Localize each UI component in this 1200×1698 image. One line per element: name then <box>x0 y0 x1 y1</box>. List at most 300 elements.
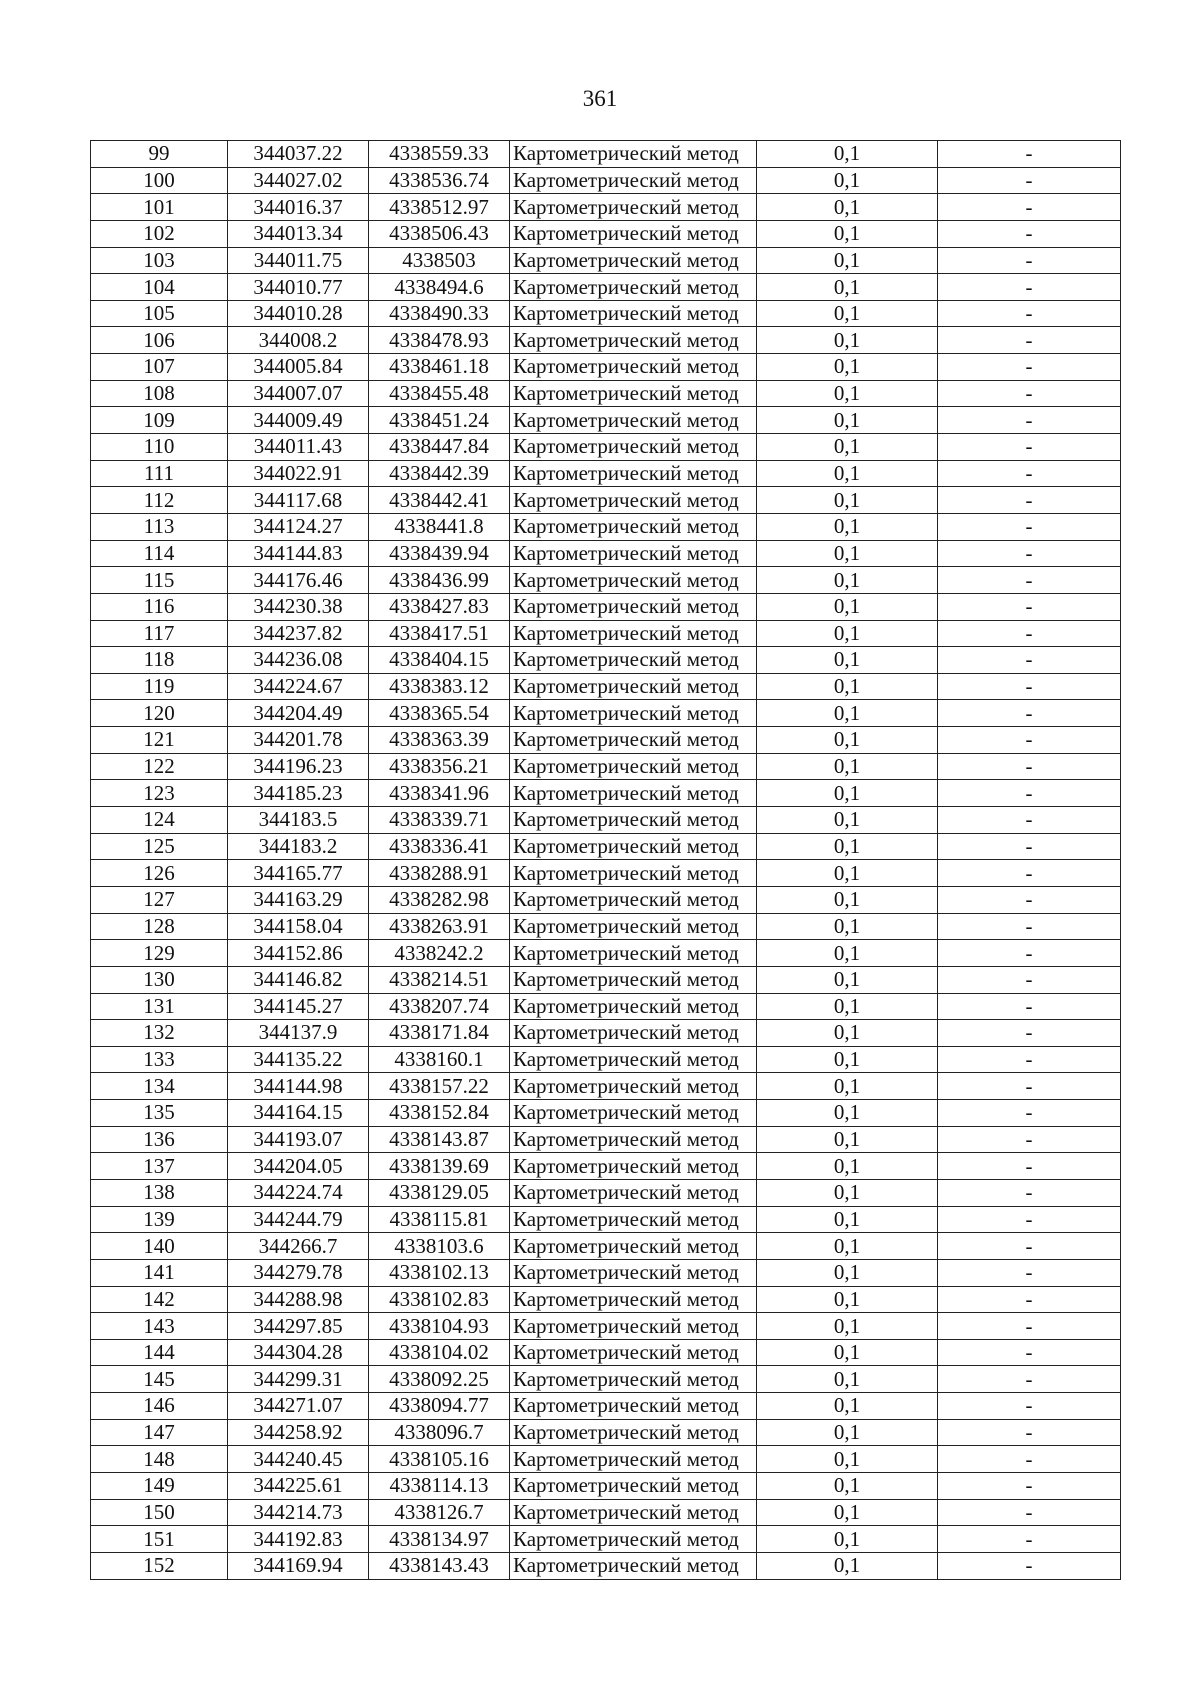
coordinate-y-cell: 4338139.69 <box>369 1153 510 1180</box>
table-row <box>91 1046 1121 1073</box>
method-cell: Картометрический метод <box>510 913 757 940</box>
coordinate-x-cell: 344193.07 <box>228 1126 369 1153</box>
coordinate-y-cell: 4338114.13 <box>369 1473 510 1500</box>
accuracy-cell: 0,1 <box>757 1100 938 1127</box>
accuracy-cell: 0,1 <box>757 567 938 594</box>
accuracy-cell: 0,1 <box>757 913 938 940</box>
table-row <box>91 1473 1121 1500</box>
coordinate-x-cell: 344279.78 <box>228 1259 369 1286</box>
note-cell: - <box>938 620 1121 647</box>
table-row <box>91 620 1121 647</box>
note-cell: - <box>938 1473 1121 1500</box>
method-cell: Картометрический метод <box>510 460 757 487</box>
coordinate-x-cell: 344185.23 <box>228 780 369 807</box>
accuracy-cell: 0,1 <box>757 1499 938 1526</box>
table-row <box>91 380 1121 407</box>
method-cell: Картометрический метод <box>510 220 757 247</box>
accuracy-cell: 0,1 <box>757 1233 938 1260</box>
point-number-cell: 117 <box>91 620 228 647</box>
coordinate-y-cell: 4338105.16 <box>369 1446 510 1473</box>
accuracy-cell: 0,1 <box>757 593 938 620</box>
coordinates-table-body <box>91 141 1121 1580</box>
table-row <box>91 327 1121 354</box>
coordinate-y-cell: 4338152.84 <box>369 1100 510 1127</box>
method-cell: Картометрический метод <box>510 700 757 727</box>
note-cell: - <box>938 1339 1121 1366</box>
coordinate-x-cell: 344135.22 <box>228 1046 369 1073</box>
method-cell: Картометрический метод <box>510 807 757 834</box>
table-row <box>91 1206 1121 1233</box>
table-row <box>91 247 1121 274</box>
point-number-cell: 126 <box>91 860 228 887</box>
point-number-cell: 114 <box>91 540 228 567</box>
method-cell: Картометрический метод <box>510 1313 757 1340</box>
coordinate-y-cell: 4338104.02 <box>369 1339 510 1366</box>
point-number-cell: 129 <box>91 940 228 967</box>
point-number-cell: 136 <box>91 1126 228 1153</box>
coordinate-y-cell: 4338129.05 <box>369 1179 510 1206</box>
table-row <box>91 141 1121 168</box>
coordinate-y-cell: 4338242.2 <box>369 940 510 967</box>
point-number-cell: 130 <box>91 966 228 993</box>
note-cell: - <box>938 487 1121 514</box>
accuracy-cell: 0,1 <box>757 1526 938 1553</box>
coordinate-x-cell: 344271.07 <box>228 1393 369 1420</box>
coordinate-y-cell: 4338490.33 <box>369 300 510 327</box>
coordinate-y-cell: 4338103.6 <box>369 1233 510 1260</box>
note-cell: - <box>938 220 1121 247</box>
note-cell: - <box>938 1206 1121 1233</box>
point-number-cell: 122 <box>91 753 228 780</box>
accuracy-cell: 0,1 <box>757 274 938 301</box>
accuracy-cell: 0,1 <box>757 727 938 754</box>
coordinate-y-cell: 4338094.77 <box>369 1393 510 1420</box>
method-cell: Картометрический метод <box>510 1073 757 1100</box>
note-cell: - <box>938 1526 1121 1553</box>
accuracy-cell: 0,1 <box>757 1073 938 1100</box>
coordinate-x-cell: 344117.68 <box>228 487 369 514</box>
accuracy-cell: 0,1 <box>757 966 938 993</box>
accuracy-cell: 0,1 <box>757 1366 938 1393</box>
point-number-cell: 137 <box>91 1153 228 1180</box>
table-row <box>91 807 1121 834</box>
coordinate-x-cell: 344192.83 <box>228 1526 369 1553</box>
coordinate-y-cell: 4338417.51 <box>369 620 510 647</box>
note-cell: - <box>938 1259 1121 1286</box>
table-row <box>91 194 1121 221</box>
table-row <box>91 1393 1121 1420</box>
coordinate-x-cell: 344224.67 <box>228 673 369 700</box>
accuracy-cell: 0,1 <box>757 780 938 807</box>
coordinate-y-cell: 4338461.18 <box>369 354 510 381</box>
accuracy-cell: 0,1 <box>757 1179 938 1206</box>
coordinate-x-cell: 344124.27 <box>228 513 369 540</box>
method-cell: Картометрический метод <box>510 1552 757 1579</box>
accuracy-cell: 0,1 <box>757 753 938 780</box>
point-number-cell: 127 <box>91 886 228 913</box>
note-cell: - <box>938 1313 1121 1340</box>
coordinate-x-cell: 344176.46 <box>228 567 369 594</box>
note-cell: - <box>938 167 1121 194</box>
method-cell: Картометрический метод <box>510 380 757 407</box>
coordinate-x-cell: 344237.82 <box>228 620 369 647</box>
note-cell: - <box>938 1233 1121 1260</box>
point-number-cell: 112 <box>91 487 228 514</box>
method-cell: Картометрический метод <box>510 1473 757 1500</box>
point-number-cell: 106 <box>91 327 228 354</box>
point-number-cell: 108 <box>91 380 228 407</box>
accuracy-cell: 0,1 <box>757 940 938 967</box>
table-row <box>91 833 1121 860</box>
coordinate-x-cell: 344230.38 <box>228 593 369 620</box>
accuracy-cell: 0,1 <box>757 886 938 913</box>
point-number-cell: 99 <box>91 141 228 168</box>
note-cell: - <box>938 354 1121 381</box>
method-cell: Картометрический метод <box>510 513 757 540</box>
method-cell: Картометрический метод <box>510 327 757 354</box>
point-number-cell: 152 <box>91 1552 228 1579</box>
method-cell: Картометрический метод <box>510 300 757 327</box>
coordinate-y-cell: 4338494.6 <box>369 274 510 301</box>
method-cell: Картометрический метод <box>510 1419 757 1446</box>
accuracy-cell: 0,1 <box>757 833 938 860</box>
accuracy-cell: 0,1 <box>757 1020 938 1047</box>
table-row <box>91 1446 1121 1473</box>
point-number-cell: 105 <box>91 300 228 327</box>
method-cell: Картометрический метод <box>510 1286 757 1313</box>
note-cell: - <box>938 1286 1121 1313</box>
note-cell: - <box>938 1366 1121 1393</box>
method-cell: Картометрический метод <box>510 593 757 620</box>
table-row <box>91 593 1121 620</box>
method-cell: Картометрический метод <box>510 647 757 674</box>
coordinate-x-cell: 344011.43 <box>228 434 369 461</box>
note-cell: - <box>938 966 1121 993</box>
point-number-cell: 150 <box>91 1499 228 1526</box>
point-number-cell: 143 <box>91 1313 228 1340</box>
point-number-cell: 140 <box>91 1233 228 1260</box>
point-number-cell: 124 <box>91 807 228 834</box>
coordinate-y-cell: 4338442.39 <box>369 460 510 487</box>
coordinate-y-cell: 4338336.41 <box>369 833 510 860</box>
method-cell: Картометрический метод <box>510 1446 757 1473</box>
point-number-cell: 135 <box>91 1100 228 1127</box>
point-number-cell: 128 <box>91 913 228 940</box>
coordinate-x-cell: 344214.73 <box>228 1499 369 1526</box>
note-cell: - <box>938 513 1121 540</box>
coordinate-x-cell: 344240.45 <box>228 1446 369 1473</box>
coordinate-y-cell: 4338171.84 <box>369 1020 510 1047</box>
coordinate-y-cell: 4338143.43 <box>369 1552 510 1579</box>
table-row <box>91 167 1121 194</box>
coordinate-x-cell: 344022.91 <box>228 460 369 487</box>
table-row <box>91 1153 1121 1180</box>
method-cell: Картометрический метод <box>510 1526 757 1553</box>
coordinate-x-cell: 344144.98 <box>228 1073 369 1100</box>
coordinate-y-cell: 4338096.7 <box>369 1419 510 1446</box>
table-row <box>91 460 1121 487</box>
coordinate-y-cell: 4338383.12 <box>369 673 510 700</box>
coordinate-y-cell: 4338092.25 <box>369 1366 510 1393</box>
accuracy-cell: 0,1 <box>757 434 938 461</box>
coordinate-x-cell: 344005.84 <box>228 354 369 381</box>
accuracy-cell: 0,1 <box>757 327 938 354</box>
coordinate-y-cell: 4338439.94 <box>369 540 510 567</box>
note-cell: - <box>938 1126 1121 1153</box>
coordinate-y-cell: 4338143.87 <box>369 1126 510 1153</box>
table-row <box>91 1233 1121 1260</box>
accuracy-cell: 0,1 <box>757 407 938 434</box>
method-cell: Картометрический метод <box>510 993 757 1020</box>
page-number: 361 <box>582 86 618 111</box>
note-cell: - <box>938 593 1121 620</box>
coordinate-y-cell: 4338207.74 <box>369 993 510 1020</box>
coordinate-x-cell: 344016.37 <box>228 194 369 221</box>
coordinate-x-cell: 344183.5 <box>228 807 369 834</box>
coordinate-x-cell: 344204.49 <box>228 700 369 727</box>
accuracy-cell: 0,1 <box>757 487 938 514</box>
method-cell: Картометрический метод <box>510 247 757 274</box>
table-row <box>91 1126 1121 1153</box>
note-cell: - <box>938 1446 1121 1473</box>
table-row <box>91 780 1121 807</box>
note-cell: - <box>938 647 1121 674</box>
point-number-cell: 131 <box>91 993 228 1020</box>
table-row <box>91 1419 1121 1446</box>
coordinate-y-cell: 4338442.41 <box>369 487 510 514</box>
table-row <box>91 220 1121 247</box>
coordinate-x-cell: 344146.82 <box>228 966 369 993</box>
coordinate-y-cell: 4338441.8 <box>369 513 510 540</box>
note-cell: - <box>938 434 1121 461</box>
coordinate-x-cell: 344201.78 <box>228 727 369 754</box>
coordinate-x-cell: 344196.23 <box>228 753 369 780</box>
coordinate-x-cell: 344010.77 <box>228 274 369 301</box>
note-cell: - <box>938 300 1121 327</box>
table-row <box>91 540 1121 567</box>
point-number-cell: 134 <box>91 1073 228 1100</box>
table-row <box>91 1366 1121 1393</box>
table-row <box>91 407 1121 434</box>
point-number-cell: 120 <box>91 700 228 727</box>
accuracy-cell: 0,1 <box>757 1393 938 1420</box>
note-cell: - <box>938 673 1121 700</box>
coordinate-x-cell: 344204.05 <box>228 1153 369 1180</box>
table-row <box>91 274 1121 301</box>
note-cell: - <box>938 1552 1121 1579</box>
note-cell: - <box>938 807 1121 834</box>
table-row <box>91 913 1121 940</box>
point-number-cell: 146 <box>91 1393 228 1420</box>
table-row <box>91 300 1121 327</box>
table-row <box>91 966 1121 993</box>
point-number-cell: 113 <box>91 513 228 540</box>
method-cell: Картометрический метод <box>510 620 757 647</box>
point-number-cell: 142 <box>91 1286 228 1313</box>
coordinate-x-cell: 344169.94 <box>228 1552 369 1579</box>
accuracy-cell: 0,1 <box>757 1126 938 1153</box>
note-cell: - <box>938 327 1121 354</box>
coordinate-x-cell: 344137.9 <box>228 1020 369 1047</box>
table-row <box>91 753 1121 780</box>
table-row <box>91 1286 1121 1313</box>
point-number-cell: 103 <box>91 247 228 274</box>
coordinate-x-cell: 344299.31 <box>228 1366 369 1393</box>
coordinate-y-cell: 4338102.83 <box>369 1286 510 1313</box>
coordinate-x-cell: 344144.83 <box>228 540 369 567</box>
coordinate-y-cell: 4338115.81 <box>369 1206 510 1233</box>
accuracy-cell: 0,1 <box>757 1473 938 1500</box>
accuracy-cell: 0,1 <box>757 1153 938 1180</box>
accuracy-cell: 0,1 <box>757 700 938 727</box>
table-row <box>91 940 1121 967</box>
point-number-cell: 148 <box>91 1446 228 1473</box>
note-cell: - <box>938 753 1121 780</box>
coordinate-x-cell: 344165.77 <box>228 860 369 887</box>
coordinate-x-cell: 344225.61 <box>228 1473 369 1500</box>
coordinate-x-cell: 344037.22 <box>228 141 369 168</box>
accuracy-cell: 0,1 <box>757 540 938 567</box>
method-cell: Картометрический метод <box>510 1393 757 1420</box>
coordinate-x-cell: 344007.07 <box>228 380 369 407</box>
accuracy-cell: 0,1 <box>757 1046 938 1073</box>
note-cell: - <box>938 407 1121 434</box>
point-number-cell: 139 <box>91 1206 228 1233</box>
method-cell: Картометрический метод <box>510 1020 757 1047</box>
point-number-cell: 110 <box>91 434 228 461</box>
method-cell: Картометрический метод <box>510 274 757 301</box>
point-number-cell: 100 <box>91 167 228 194</box>
accuracy-cell: 0,1 <box>757 1286 938 1313</box>
table-row <box>91 513 1121 540</box>
accuracy-cell: 0,1 <box>757 1446 938 1473</box>
point-number-cell: 141 <box>91 1259 228 1286</box>
point-number-cell: 149 <box>91 1473 228 1500</box>
table-row <box>91 487 1121 514</box>
point-number-cell: 145 <box>91 1366 228 1393</box>
coordinate-x-cell: 344288.98 <box>228 1286 369 1313</box>
point-number-cell: 107 <box>91 354 228 381</box>
coordinate-x-cell: 344224.74 <box>228 1179 369 1206</box>
coordinate-y-cell: 4338427.83 <box>369 593 510 620</box>
coordinate-x-cell: 344027.02 <box>228 167 369 194</box>
method-cell: Картометрический метод <box>510 1206 757 1233</box>
accuracy-cell: 0,1 <box>757 1206 938 1233</box>
method-cell: Картометрический метод <box>510 940 757 967</box>
coordinate-y-cell: 4338214.51 <box>369 966 510 993</box>
table-row <box>91 1179 1121 1206</box>
point-number-cell: 115 <box>91 567 228 594</box>
method-cell: Картометрический метод <box>510 1046 757 1073</box>
method-cell: Картометрический метод <box>510 860 757 887</box>
coordinate-y-cell: 4338282.98 <box>369 886 510 913</box>
method-cell: Картометрический метод <box>510 194 757 221</box>
accuracy-cell: 0,1 <box>757 1313 938 1340</box>
note-cell: - <box>938 141 1121 168</box>
accuracy-cell: 0,1 <box>757 513 938 540</box>
coordinate-x-cell: 344158.04 <box>228 913 369 940</box>
note-cell: - <box>938 274 1121 301</box>
point-number-cell: 125 <box>91 833 228 860</box>
table-row <box>91 886 1121 913</box>
accuracy-cell: 0,1 <box>757 1259 938 1286</box>
coordinate-x-cell: 344244.79 <box>228 1206 369 1233</box>
note-cell: - <box>938 1393 1121 1420</box>
note-cell: - <box>938 1046 1121 1073</box>
coordinate-y-cell: 4338263.91 <box>369 913 510 940</box>
point-number-cell: 121 <box>91 727 228 754</box>
note-cell: - <box>938 460 1121 487</box>
note-cell: - <box>938 1153 1121 1180</box>
point-number-cell: 109 <box>91 407 228 434</box>
table-row <box>91 727 1121 754</box>
accuracy-cell: 0,1 <box>757 300 938 327</box>
table-row <box>91 434 1121 461</box>
table-row <box>91 1339 1121 1366</box>
accuracy-cell: 0,1 <box>757 380 938 407</box>
coordinate-y-cell: 4338512.97 <box>369 194 510 221</box>
accuracy-cell: 0,1 <box>757 354 938 381</box>
coordinate-x-cell: 344163.29 <box>228 886 369 913</box>
note-cell: - <box>938 860 1121 887</box>
method-cell: Картометрический метод <box>510 354 757 381</box>
point-number-cell: 104 <box>91 274 228 301</box>
accuracy-cell: 0,1 <box>757 1552 938 1579</box>
table-row <box>91 993 1121 1020</box>
method-cell: Картометрический метод <box>510 1499 757 1526</box>
method-cell: Картометрический метод <box>510 1339 757 1366</box>
point-number-cell: 132 <box>91 1020 228 1047</box>
accuracy-cell: 0,1 <box>757 620 938 647</box>
table-row <box>91 1526 1121 1553</box>
point-number-cell: 118 <box>91 647 228 674</box>
coordinate-y-cell: 4338536.74 <box>369 167 510 194</box>
coordinate-y-cell: 4338447.84 <box>369 434 510 461</box>
coordinate-y-cell: 4338559.33 <box>369 141 510 168</box>
method-cell: Картометрический метод <box>510 753 757 780</box>
point-number-cell: 133 <box>91 1046 228 1073</box>
coordinate-y-cell: 4338288.91 <box>369 860 510 887</box>
note-cell: - <box>938 1073 1121 1100</box>
coordinate-x-cell: 344266.7 <box>228 1233 369 1260</box>
method-cell: Картометрический метод <box>510 1366 757 1393</box>
table-row <box>91 673 1121 700</box>
note-cell: - <box>938 993 1121 1020</box>
table-row <box>91 1020 1121 1047</box>
coordinate-x-cell: 344297.85 <box>228 1313 369 1340</box>
coordinate-y-cell: 4338102.13 <box>369 1259 510 1286</box>
method-cell: Картометрический метод <box>510 833 757 860</box>
table-row <box>91 700 1121 727</box>
coordinate-x-cell: 344010.28 <box>228 300 369 327</box>
method-cell: Картометрический метод <box>510 487 757 514</box>
coordinate-x-cell: 344236.08 <box>228 647 369 674</box>
point-number-cell: 144 <box>91 1339 228 1366</box>
point-number-cell: 111 <box>91 460 228 487</box>
table-row <box>91 567 1121 594</box>
table-row <box>91 1552 1121 1579</box>
point-number-cell: 101 <box>91 194 228 221</box>
coordinate-y-cell: 4338451.24 <box>369 407 510 434</box>
coordinate-y-cell: 4338404.15 <box>369 647 510 674</box>
accuracy-cell: 0,1 <box>757 1339 938 1366</box>
point-number-cell: 116 <box>91 593 228 620</box>
accuracy-cell: 0,1 <box>757 141 938 168</box>
note-cell: - <box>938 540 1121 567</box>
method-cell: Картометрический метод <box>510 407 757 434</box>
method-cell: Картометрический метод <box>510 540 757 567</box>
coordinate-y-cell: 4338157.22 <box>369 1073 510 1100</box>
